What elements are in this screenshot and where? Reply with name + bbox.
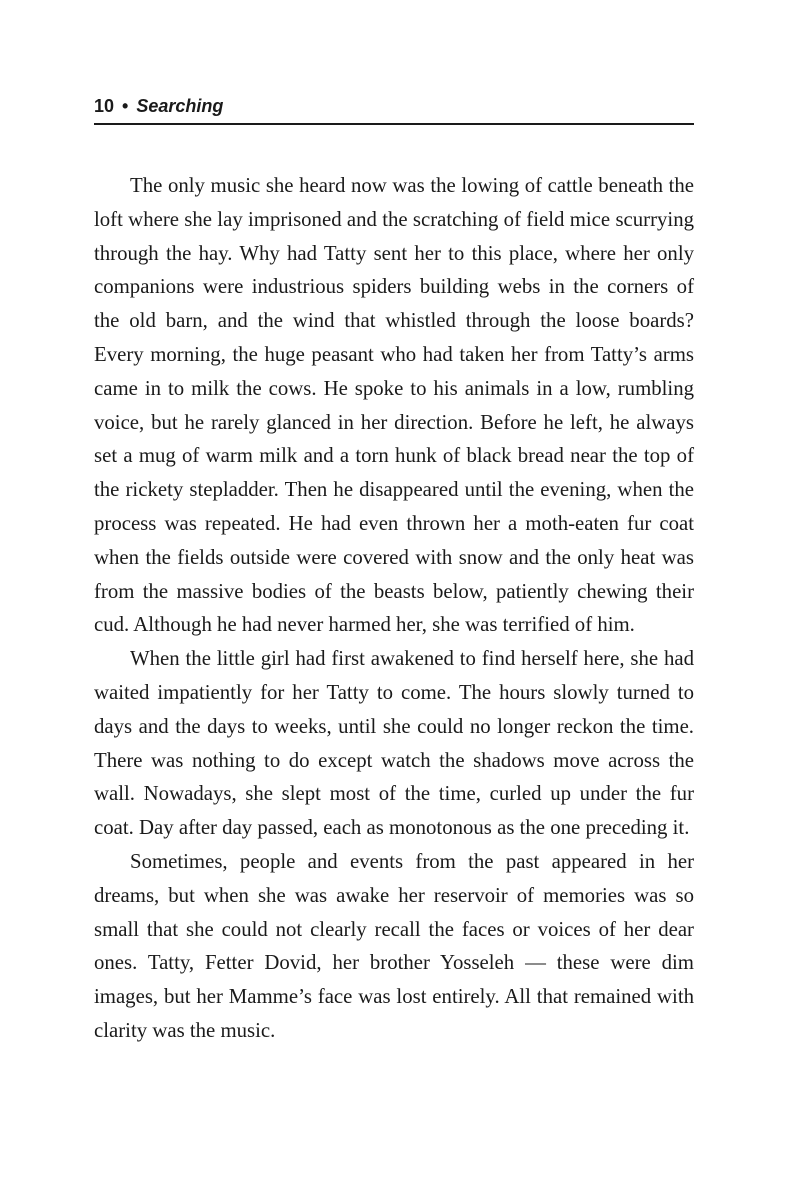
header-separator: • [122,96,129,116]
paragraph-1: The only music she heard now was the lowing of cattle beneath the loft where she lay imprisoned and the scratching of field mice scurrying through the hay. Why had Tatty sent her to this place, where her only companions were industrious spiders building webs in the corners of the old barn, and the wind that whistled through the loose boards? Every morning, the huge peasant who had taken her from Tatty’s arms came in to milk the cows. He spoke to his animals in a low, rumbling voice, but he rarely glanced in her direction. Before he left, he always set a mug of warm milk and a torn hunk of black bread near the top of the rickety stepladder. Then he disappeared until the evening, when the process was repeated. He had even thrown her a moth-eaten fur coat when the fields outside were covered with snow and the only heat was from the massive bodies of the beasts below, patiently chewing their cud. Although he had never harmed her, she was terrified of him. [94,174,694,637]
running-header [94,96,694,125]
body-text [94,169,694,1048]
section-title: Searching [136,96,224,116]
paragraph-2: When the little girl had first awakened to find herself here, she had waited impatiently for her Tatty to come. The hours slowly turned to days and the days to weeks, until she could no longer reckon the time. There was nothing to do except watch the shadows move across the wall. Nowadays, she slept most of the time, curled up under the fur coat. Day after day passed, each as monotonous as the one preceding it. [94,647,694,840]
page-number: 10 [94,96,115,116]
book-page [94,96,694,1048]
paragraph-3: Sometimes, people and events from the past appeared in her dreams, but when she was awake her reservoir of memories was so small that she could not clearly recall the faces or voices of her dear ones. Tatty, Fetter Dovid, her brother Yosseleh — these were dim images, but her Mamme’s face was lost entirely. All that remained with clarity was the music. [94,849,694,1042]
